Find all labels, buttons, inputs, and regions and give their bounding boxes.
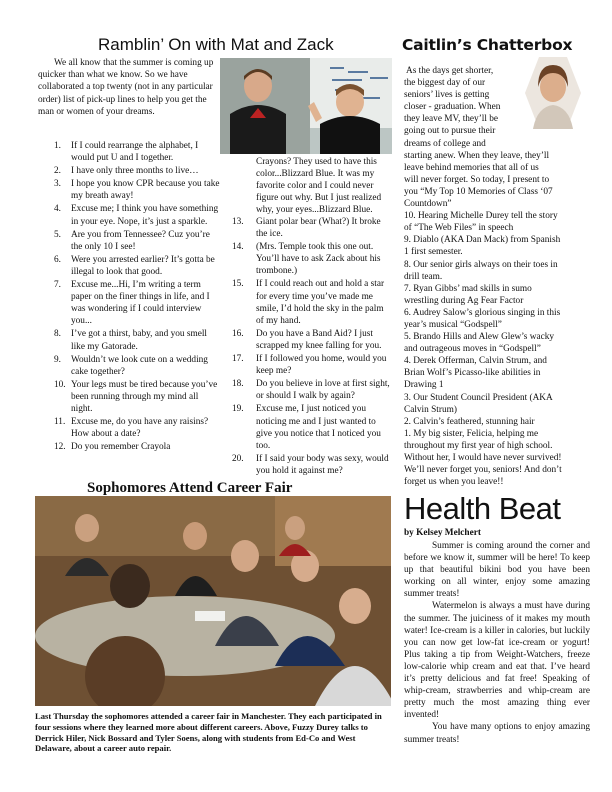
chatter-line: Brian Wolf’s Picasso-like abilities in bbox=[404, 368, 541, 379]
item-number: 11. bbox=[54, 417, 66, 428]
list-item bbox=[38, 416, 221, 440]
chatter-line: 8. Our senior girls always on their toes in bbox=[404, 259, 558, 270]
item-text: I have only three months to live… bbox=[71, 166, 199, 177]
chatter-line: seniors’ lives is getting bbox=[404, 90, 490, 101]
item-number: 2. bbox=[54, 166, 61, 177]
chatter-line: 7. Ryan Gibbs’ mad skills in sumo bbox=[404, 283, 532, 294]
chatter-line: starting anew. When they leave, they’ll bbox=[404, 150, 550, 161]
item-text: Do you believe in love at first sight, or should I walk by again? bbox=[256, 379, 390, 402]
chatter-line: of “The Web Files” in speech bbox=[404, 223, 514, 234]
item-number: 7. bbox=[54, 280, 61, 291]
sophomores-caption: Last Thursday the sophomores attended a career fair in Manchester. They each participated in four sessions where they learned more about different careers. Above, Fuzzy Durey talks to Derrick Hiler, Nick Bossard and Tyler Soens, along with students from Ed-Co and West Delaware, about a career auto repair. bbox=[35, 711, 382, 754]
ramblin-intro bbox=[38, 57, 216, 118]
chatter-line: Calvin Strum) bbox=[404, 404, 457, 415]
list-item bbox=[38, 165, 221, 177]
chatter-line: Without her, I would have never survived! bbox=[404, 453, 562, 463]
paragraph: Watermelon is always a must have during the summer. The juiciness of it makes my mouth water! Ice-cream is a killer in calories, but luckily you can now get low-fat ice-cream or yogurt! Plus taking a tip from Weight-Watchers, freeze low-calorie whip cream and eat that. I’ve heard it’s pretty delicious and fat free! Speaking of whip-cream, strawberries and whip-cream are pretty much the most amazing thing ever invented! bbox=[404, 601, 590, 721]
item-number: 17. bbox=[232, 354, 244, 365]
sophomores-title: Sophomores Attend Career Fair bbox=[87, 480, 293, 496]
chatterbox-body bbox=[404, 65, 590, 488]
photo-mat-and-zack bbox=[220, 58, 392, 154]
item-number: 13. bbox=[232, 217, 244, 227]
photo-career-fair bbox=[35, 496, 391, 706]
chatter-line: 6. Audrey Salow’s glorious singing in this bbox=[404, 307, 561, 318]
item-number: 8. bbox=[54, 329, 61, 340]
list-item bbox=[232, 378, 392, 402]
chatter-line: As the days get shorter, bbox=[406, 66, 494, 76]
item-number: 1. bbox=[54, 141, 61, 151]
list-item bbox=[232, 241, 392, 277]
pickup-list-left bbox=[38, 140, 221, 454]
item-text: Excuse me...Hi, I’m writing a term paper on the finer things in life, and I was wondering if I could interview you... bbox=[71, 280, 210, 327]
chatter-line: year’s musical “Godspell” bbox=[404, 319, 502, 330]
chatter-line: you “My Top 10 Memories of Class ‘07 bbox=[404, 186, 553, 197]
item-text: If I could reach out and hold a star for every time you’ve made me smile, I’d hold the sky in the palm of my hand. bbox=[256, 279, 385, 326]
item-text: Your legs must be tired because you’ve been running through my mind all night. bbox=[71, 379, 218, 414]
chatter-line: 1 first semester. bbox=[404, 247, 463, 258]
list-item bbox=[232, 216, 392, 240]
chatter-line: 10. Hearing Michelle Durey tell the story bbox=[404, 211, 558, 222]
chatter-line: wrestling during Ag Fear Factor bbox=[404, 295, 524, 306]
item-number: 20. bbox=[232, 453, 244, 464]
item-text: (Mrs. Temple took this one out. You’ll have to ask Zack about his trombone.) bbox=[256, 242, 381, 277]
item-text: If I said your body was sexy, would you hold it against me? bbox=[256, 453, 389, 476]
chatter-line: and outrageous moves in “Godspell” bbox=[404, 344, 541, 355]
list-item-continuation: Crayons? They used to have this color...Blizzard Blue. It was my favorite color and I could never figure out why. But I just realized why, your eyes...Blizzard Blue. bbox=[256, 157, 382, 216]
list-item bbox=[38, 229, 221, 253]
item-text: Giant polar bear (What?) It broke the ice. bbox=[256, 217, 381, 240]
item-text: Excuse me; I think you have something in your eye. Nope, it’s just a sparkle. bbox=[71, 204, 219, 227]
chatter-line: Drawing 1 bbox=[404, 380, 444, 391]
list-item bbox=[232, 353, 392, 377]
list-item bbox=[38, 178, 221, 202]
item-text: I hope you know CPR because you take my breath away! bbox=[71, 179, 220, 202]
item-number: 18. bbox=[232, 379, 244, 390]
item-text: Excuse me, do you have any raisins? How about a date? bbox=[71, 417, 209, 440]
item-number: 3. bbox=[54, 179, 61, 190]
item-number: 19. bbox=[232, 404, 244, 415]
chatter-line: leave behind memories that all of us bbox=[404, 162, 539, 173]
item-text: Do you remember Crayola bbox=[71, 442, 171, 453]
item-number: 12. bbox=[54, 442, 66, 453]
pickup-list-right bbox=[232, 216, 392, 478]
chatter-line: We’ll never forget you, seniors! And don’t bbox=[404, 465, 562, 476]
item-number: 15. bbox=[232, 279, 244, 290]
chatter-line: 3. Our Student Council President (AKA bbox=[404, 392, 553, 403]
item-number: 10. bbox=[54, 379, 66, 390]
chatter-line: 9. Diablo (AKA Dan Mack) from Spanish bbox=[404, 235, 561, 246]
item-text: Were you arrested earlier? It’s gotta be illegal to look that good. bbox=[71, 254, 215, 277]
chatter-line: Countdown” bbox=[404, 199, 452, 210]
chatter-line: closer - graduation. When bbox=[404, 102, 501, 113]
item-text: Excuse me, I just noticed you noticing me and I just wanted to give you notice that I noticed you too. bbox=[256, 404, 381, 451]
list-item bbox=[38, 441, 221, 453]
list-item bbox=[38, 328, 221, 352]
chatter-line: 4. Derek Offerman, Calvin Strum, and bbox=[404, 356, 547, 367]
item-number: 6. bbox=[54, 254, 61, 265]
list-item bbox=[232, 453, 392, 477]
list-item bbox=[38, 354, 221, 378]
chatter-line: 2. Calvin’s feathered, stunning hair bbox=[404, 416, 535, 427]
photo-career-fair-image bbox=[35, 496, 391, 706]
chatter-line: will never forget. So today, I present to bbox=[404, 174, 550, 185]
item-number: 5. bbox=[54, 229, 61, 240]
paragraph: Summer is coming around the corner and before we know it, summer will be here! To keep up that beautiful bikini bod you have been working on all winter, enjoy some amazing summer treats! bbox=[404, 541, 590, 600]
item-text: If I could rearrange the alphabet, I would put U and I together. bbox=[71, 141, 199, 164]
chatter-line: going out to pursue their bbox=[404, 126, 496, 137]
chatterbox-title: Caitlin’s Chatterbox bbox=[402, 36, 573, 54]
health-body bbox=[404, 540, 590, 746]
item-text: Wouldn’t we look cute on a wedding cake together? bbox=[71, 354, 208, 377]
item-text: I’ve got a thirst, baby, and you smell like my Gatorade. bbox=[71, 329, 207, 352]
ramblin-intro-text: We all know that the summer is coming up quicker than what we know. So we have collaborated a top twenty (not in any particular order) list of pick-up lines to help you get the man or women of your dreams. bbox=[38, 58, 214, 117]
item-number: 16. bbox=[232, 328, 244, 339]
paragraph: You have many options to enjoy amazing summer treats! bbox=[404, 722, 590, 745]
item-text: Are you from Tennessee? Cuz you’re the only 10 I see! bbox=[71, 229, 210, 252]
list-item bbox=[38, 379, 221, 415]
chatter-line: throughout my first year of high school. bbox=[404, 440, 553, 451]
list-item bbox=[232, 328, 392, 352]
item-text: If I followed you home, would you keep me? bbox=[256, 354, 387, 377]
list-item bbox=[38, 254, 221, 278]
list-item bbox=[38, 140, 221, 164]
chatter-line: they leave MV, they’ll be bbox=[404, 114, 499, 125]
item-number: 4. bbox=[54, 204, 61, 215]
ramblin-title: Ramblin’ On with Mat and Zack bbox=[98, 35, 334, 54]
item-text: Do you have a Band Aid? I just scrapped my knee falling for you. bbox=[256, 328, 382, 351]
chatter-line: dreams of college and bbox=[404, 138, 486, 149]
item-number: 14. bbox=[232, 242, 244, 253]
health-beat-title: Health Beat bbox=[404, 491, 561, 526]
photo-mat-and-zack-image bbox=[220, 58, 392, 154]
list-item bbox=[232, 403, 392, 451]
health-byline: by Kelsey Melchert bbox=[404, 528, 481, 538]
chatter-line: the biggest day of our bbox=[404, 78, 486, 89]
list-item bbox=[38, 203, 221, 227]
chatter-line: drill team. bbox=[404, 271, 443, 282]
list-item bbox=[232, 278, 392, 326]
list-item bbox=[38, 279, 221, 327]
item-number: 9. bbox=[54, 354, 61, 365]
chatter-line: forget us when you leave!! bbox=[404, 477, 504, 488]
chatter-line: 5. Brando Hills and Alew Glew’s wacky bbox=[404, 332, 555, 343]
chatter-line: 1. My big sister, Felicia, helping me bbox=[404, 428, 539, 439]
